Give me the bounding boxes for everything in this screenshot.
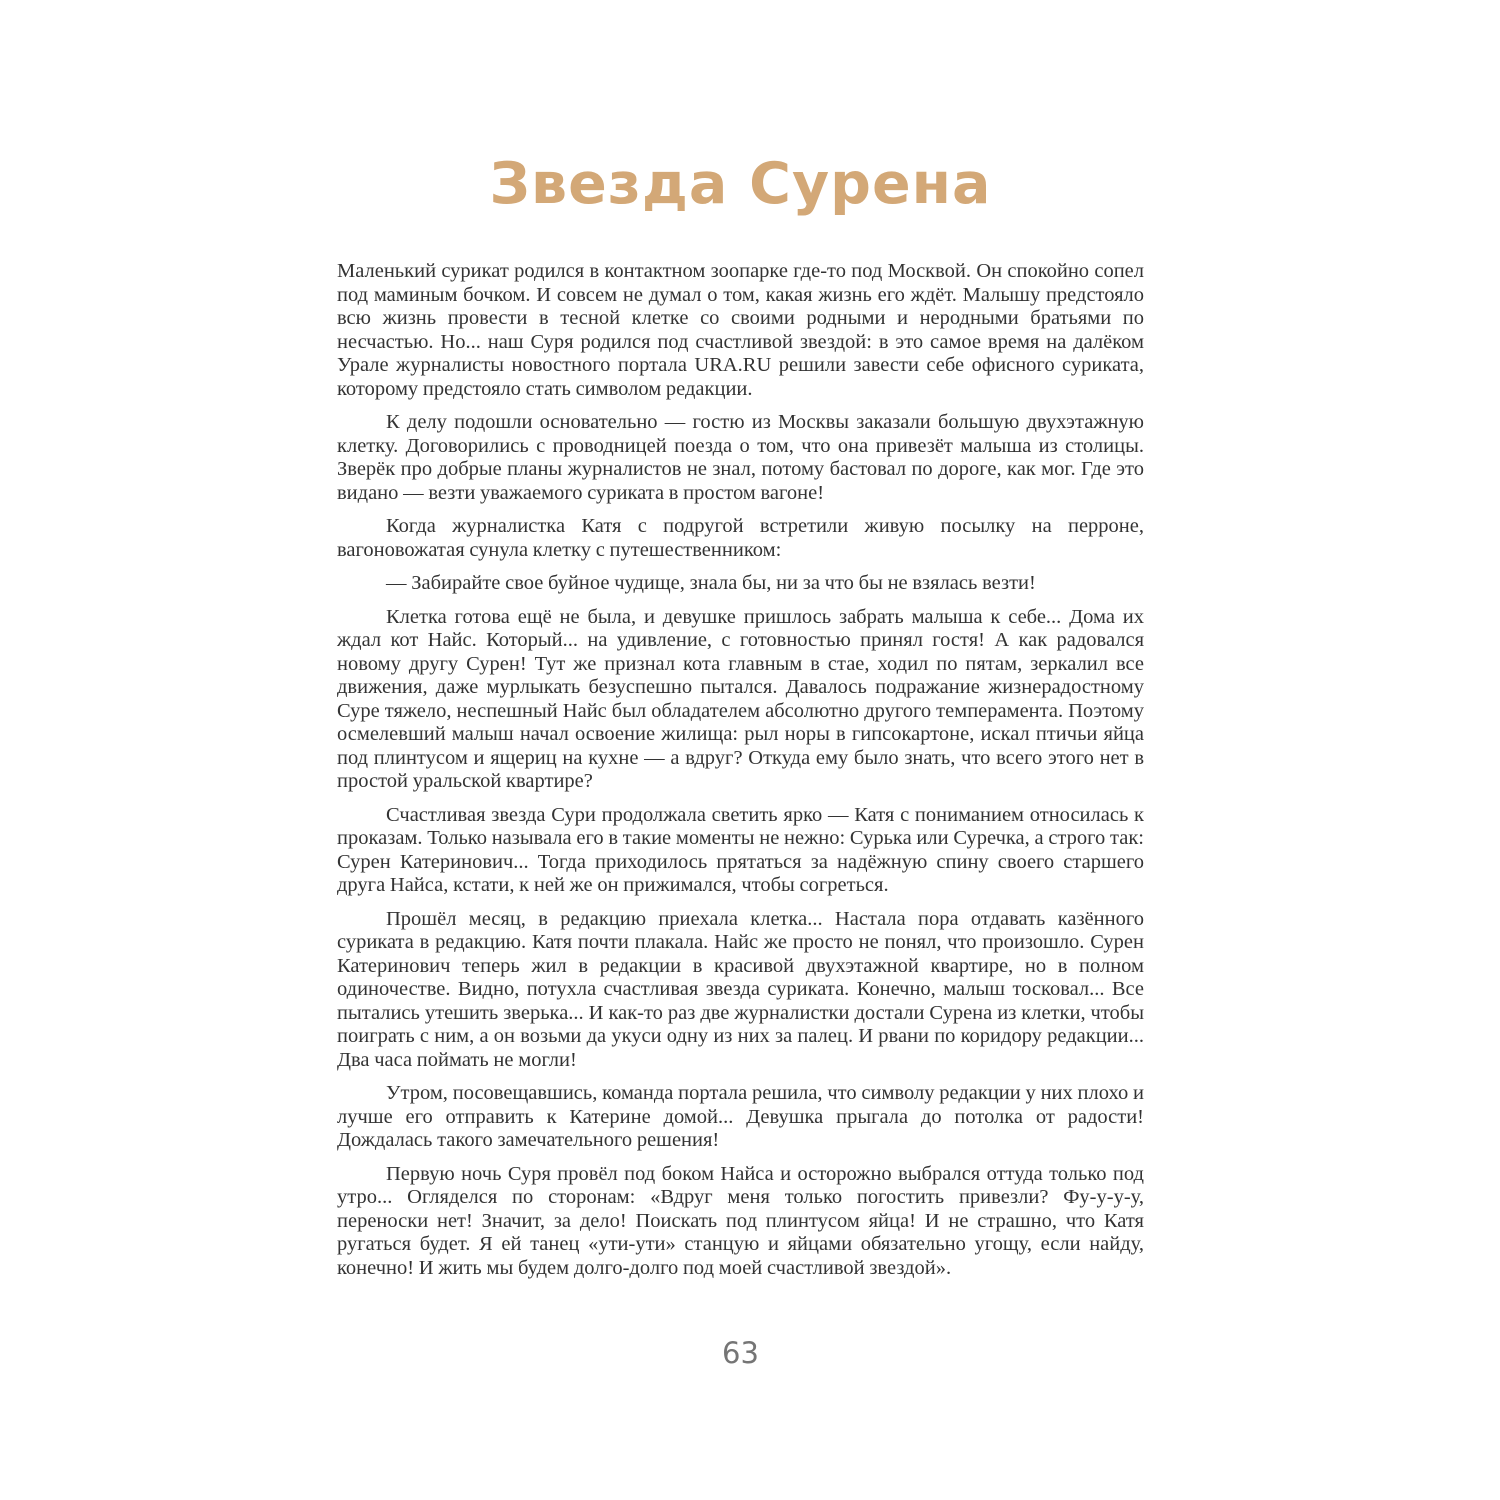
- text-column: [337, 150, 1144, 1290]
- paragraph-1: Маленький сурикат родился в контактном зоопарке где-то под Москвой. Он спокойно сопел под маминым бочком. И совсем не думал о том, какая жизнь его ждёт. Малышу предстояло всю жизнь провести в тесной клетке со своими родными и неродными братьями по несчастью. Но... наш Суря родился под счастливой звездой: в это самое время на далёком Урале журналисты новостного портала URA.RU решили завести себе офисного суриката, которому предстояло стать символом редакции.: [337, 260, 1144, 400]
- paragraph-8: Утром, посовещавшись, команда портала решила, что символу редакции у них плохо и лучше его отправить к Катерине домой... Девушка прыгала до потолка от радости! Дождалась такого замечательного решения!: [337, 1082, 1144, 1151]
- chapter-title: Звезда Сурена: [489, 151, 992, 217]
- paragraph-3: Когда журналистка Катя с подругой встретили живую посылку на перроне, вагоновожатая сунула клетку с путешественником:: [337, 515, 1144, 561]
- paragraph-5: Клетка готова ещё не была, и девушке пришлось забрать малыша к себе... Дома их ждал кот Найс. Который... на удивление, с готовностью принял гостя! А как радовался новому другу Сурен! Тут же признал кота главным в стае, ходил по пятам, зеркалил все движения, даже мурлыкать безуспешно пытался. Давалось подражание жизнерадостному Суре тяжело, неспешный Найс был обладателем абсолютно другого темперамента. Поэтому осмелевший малыш начал освоение жилища: рыл норы в гипсокартоне, искал птичьи яйца под плинтусом и ящериц на кухне — а вдруг? Откуда ему было знать, что всего этого нет в простой уральской квартире?: [337, 605, 1144, 792]
- paragraph-7: Прошёл месяц, в редакцию приехала клетка... Настала пора отдавать казённого суриката в редакцию. Катя почти плакала. Найс же просто не понял, что произошло. Сурен Катеринович теперь жил в редакции в красивой двухэтажной квартире, но в полном одиночестве. Видно, потухла счастливая звезда суриката. Конечно, малыш тосковал... Все пытались утешить зверька... И как-то раз две журналистки достали Сурена из клетки, чтобы поиграть с ним, а он возьми да укуси одну из них за палец. И рвани по коридору редакции... Два часа поймать не могли!: [337, 907, 1144, 1071]
- paragraph-6: Счастливая звезда Сури продолжала светить ярко — Катя с пониманием относилась к проказам. Только называла его в такие моменты не нежно: Сурька или Суречка, а строго так: Сурен Катеринович... Тогда приходилось прятаться за надёжную спину своего старшего друга Найса, кстати, к ней же он прижимался, чтобы согреться.: [337, 803, 1144, 896]
- paragraph-2: К делу подошли основательно — гостю из Москвы заказали большую двухэтажную клетку. Договорились с проводницей поезда о том, что она привезёт малыша из столицы. Зверёк про добрые планы журналистов не знал, потому бастовал по дороге, как мог. Где это видано — везти уважаемого суриката в простом вагоне!: [337, 411, 1144, 504]
- page-number: 63: [722, 1336, 759, 1370]
- paragraph-9: Первую ночь Суря провёл под боком Найса и осторожно выбрался оттуда только под утро... Огляделся по сторонам: «Вдруг меня только погостить привезли? Фу-у-у-у, переноски нет! Значит, за дело! Поискать под плинтусом яйца! И не страшно, что Катя ругаться будет. Я ей танец «ути-ути» станцую и яйцами обязательно угощу, если найду, конечно! И жить мы будем долго-долго под моей счастливой звездой».: [337, 1162, 1144, 1279]
- paragraph-4-dialogue: — Забирайте свое буйное чудище, знала бы, ни за что бы не взялась везти!: [386, 572, 1036, 594]
